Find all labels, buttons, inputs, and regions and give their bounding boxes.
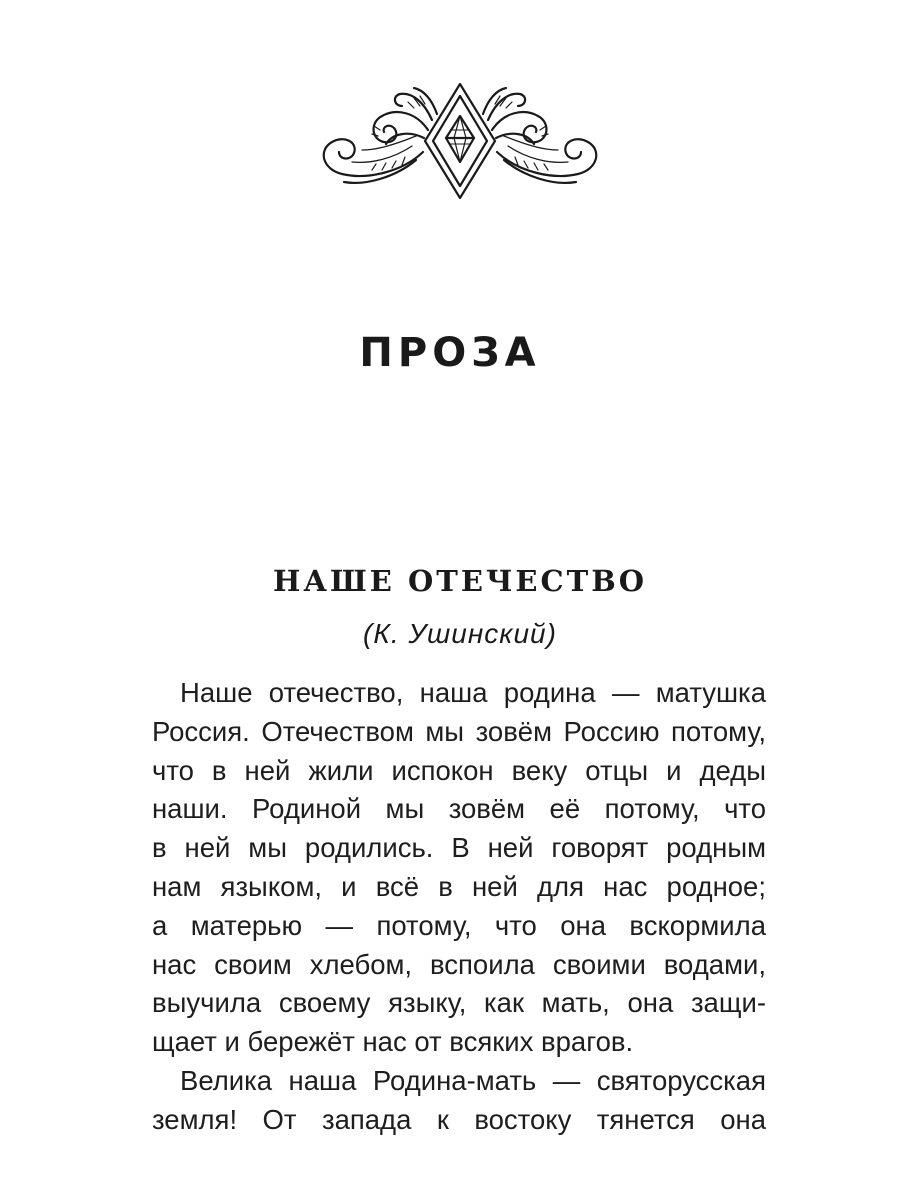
text-line: а матерью — потому, что она вскормила (152, 909, 766, 941)
baroque-scroll-ornament-icon (312, 80, 608, 202)
text-line: щает и бережёт нас от всяких врагов. (152, 1026, 634, 1058)
text-line: нас своим хлебом, вспоила своими водами, (152, 948, 766, 980)
text-line: земля! От запада к востоку тянется она (152, 1103, 766, 1135)
section-title: ПРОЗА (359, 330, 541, 376)
story-title: НАШЕ ОТЕЧЕСТВО (273, 564, 647, 598)
story-author: (К. Ушинский) (363, 618, 557, 649)
text-line: Россия. Отечеством мы зовём Россию потому, (152, 715, 766, 747)
text-line: что в ней жили испокон веку отцы и деды (152, 754, 766, 786)
text-line: нам языком, и всё в ней для нас родное; (152, 870, 766, 902)
text-line: Велика наша Родина-мать — святорусская (180, 1064, 766, 1096)
text-line: в ней мы родились. В ней говорят родным (152, 832, 766, 864)
story-text (152, 674, 766, 1140)
text-line: выучила своему языку, как мать, она защи- (152, 987, 766, 1019)
text-line: наши. Родиной мы зовём её потому, что (152, 793, 766, 825)
text-line: Наше отечество, наша родина — матушка (180, 677, 766, 708)
